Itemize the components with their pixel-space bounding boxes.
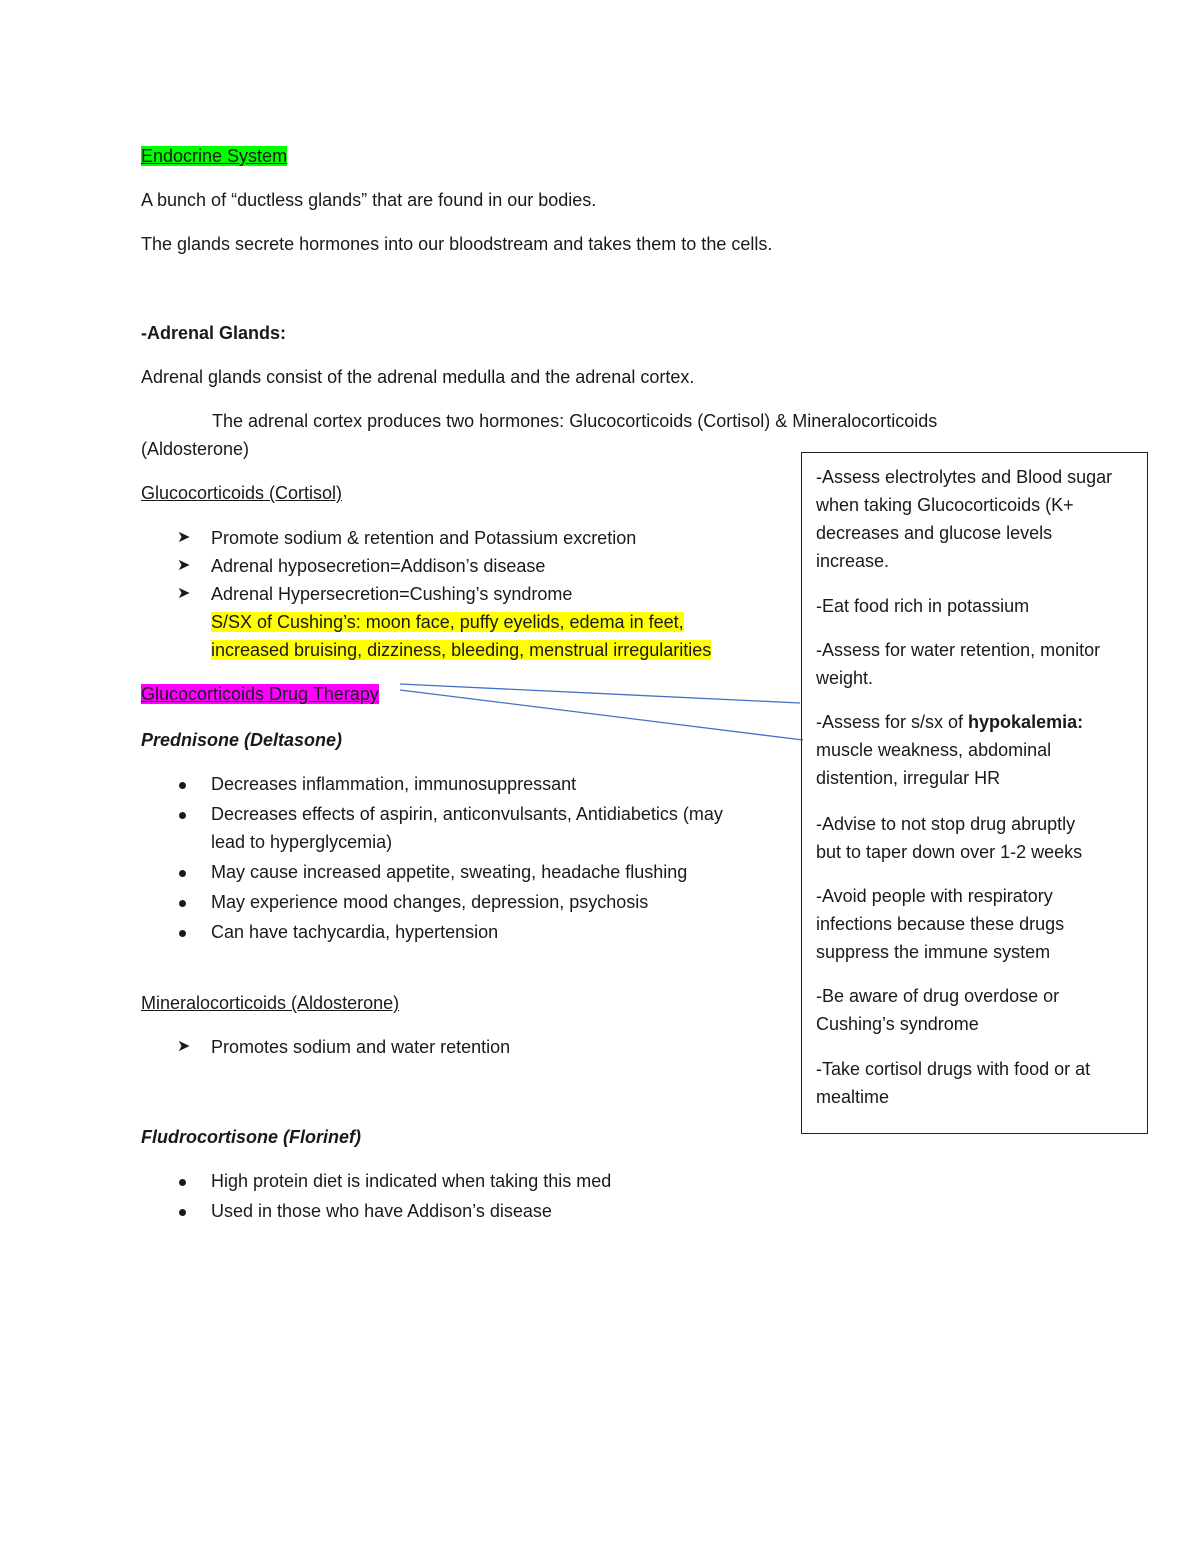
note-line: -Assess for water retention, monitor: [816, 640, 1101, 660]
note-line: but to taper down over 1-2 weeks: [816, 842, 1083, 862]
intro-line-1: A bunch of “ductless glands” that are found in our bodies.: [141, 190, 597, 210]
bullet-dot-icon: [179, 1179, 186, 1186]
connector-line-1: [400, 684, 800, 703]
bullet-dot-icon: [179, 900, 186, 907]
note-line: -Advise to not stop drug abruptly: [816, 814, 1076, 834]
note-line: increase.: [816, 551, 890, 571]
arrow-bullet-icon: ➤: [177, 1038, 191, 1055]
arrow-bullet-icon: ➤: [177, 585, 191, 602]
bullet-dot-icon: [179, 812, 186, 819]
note-line: -Assess electrolytes and Blood sugar: [816, 467, 1113, 487]
adrenal-heading: -Adrenal Glands:: [141, 323, 287, 343]
note-line: -Avoid people with respiratory: [816, 886, 1053, 906]
note-line: weight.: [816, 668, 874, 688]
note-line: muscle weakness, abdominal: [816, 740, 1052, 760]
fludrocortisone-heading: Fludrocortisone (Florinef): [141, 1127, 361, 1147]
note-line: -Be aware of drug overdose or: [816, 986, 1060, 1006]
note-line: -Assess for s/sx of hypokalemia:: [816, 712, 1084, 732]
note-line: Cushing’s syndrome: [816, 1014, 979, 1034]
note-line: infections because these drugs: [816, 914, 1065, 934]
page-title: Endocrine System: [141, 146, 288, 166]
adrenal-cortex-line1: The adrenal cortex produces two hormones: Glucocorticoids (Cortisol) & Mineralocorticoids: [212, 411, 938, 431]
bullet-dot-icon: [179, 930, 186, 937]
cushing-ssx-line2: increased bruising, dizziness, bleeding, menstrual irregularities: [211, 640, 712, 660]
arrow-bullet-icon: ➤: [177, 529, 191, 546]
cushing-ssx-line1: S/SX of Cushing’s: moon face, puffy eyelids, edema in feet,: [211, 612, 684, 632]
note-line: -Eat food rich in potassium: [816, 596, 1030, 616]
note-line: -Take cortisol drugs with food or at: [816, 1059, 1091, 1079]
glucocorticoids-heading: Glucocorticoids (Cortisol): [141, 483, 343, 503]
bullet-dot-icon: [179, 1209, 186, 1216]
note-line: suppress the immune system: [816, 942, 1051, 962]
list-item-continuation: lead to hyperglycemia): [211, 832, 393, 852]
adrenal-consist: Adrenal glands consist of the adrenal medulla and the adrenal cortex.: [141, 367, 695, 387]
note-line: decreases and glucose levels: [816, 523, 1053, 543]
note-line: when taking Glucocorticoids (K+: [816, 495, 1074, 515]
bullet-dot-icon: [179, 782, 186, 789]
prednisone-heading: Prednisone (Deltasone): [141, 730, 343, 750]
drug-therapy-heading: Glucocorticoids Drug Therapy: [141, 684, 379, 704]
bullet-dot-icon: [179, 870, 186, 877]
arrow-bullet-icon: ➤: [177, 557, 191, 574]
mineralocorticoids-heading: Mineralocorticoids (Aldosterone): [141, 993, 400, 1013]
nursing-notes-box: [801, 452, 1148, 1134]
note-line: mealtime: [816, 1087, 890, 1107]
note-line: distention, irregular HR: [816, 768, 1001, 788]
connector-line-2: [400, 690, 803, 740]
intro-line-2: The glands secrete hormones into our bloodstream and takes them to the cells.: [141, 234, 773, 254]
adrenal-cortex-line2: (Aldosterone): [141, 439, 250, 459]
